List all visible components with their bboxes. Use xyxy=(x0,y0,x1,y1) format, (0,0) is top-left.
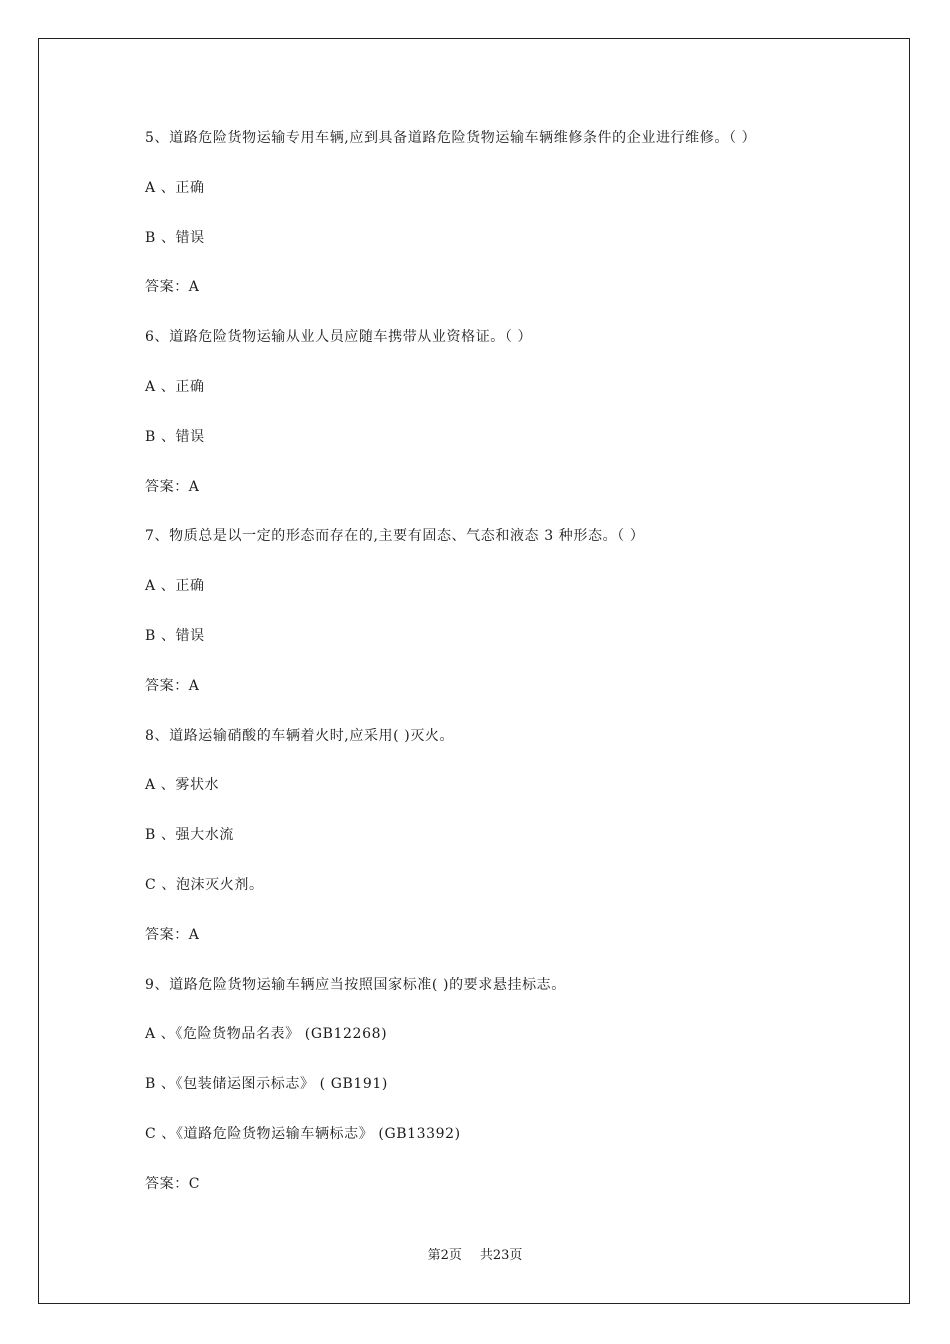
option-b: B 、错误 xyxy=(145,627,205,644)
option-c: C 、泡沫灭火剂。 xyxy=(145,876,264,893)
question-9 xyxy=(145,971,865,1220)
question-text: 8、道路运输硝酸的车辆着火时,应采用( )灭火。 xyxy=(145,727,455,744)
question-list xyxy=(145,124,865,1220)
option-c: C 、《道路危险货物运输车辆标志》 (GB13392) xyxy=(145,1125,461,1142)
question-text: 6、道路危险货物运输从业人员应随车携带从业资格证。（ ） xyxy=(145,329,533,346)
page-total: 共23页 xyxy=(479,1248,523,1263)
question-text: 5、道路危险货物运输专用车辆,应到具备道路危险货物运输车辆维修条件的企业进行维修。（ ） xyxy=(145,130,757,146)
answer: 答案：A xyxy=(145,677,200,694)
option-b: B 、错误 xyxy=(145,428,205,445)
option-b: B 、错误 xyxy=(145,229,205,246)
question-text: 7、物质总是以一定的形态而存在的,主要有固态、气态和液态 3 种形态。（ ） xyxy=(145,528,645,545)
question-6 xyxy=(145,323,865,522)
option-b: B 、《包装储运图示标志》 ( GB191) xyxy=(145,1076,388,1093)
question-5 xyxy=(145,124,865,323)
answer: 答案：A xyxy=(145,926,200,943)
option-a: A 、正确 xyxy=(145,578,205,595)
answer: 答案：A xyxy=(145,478,200,495)
question-8 xyxy=(145,722,865,971)
option-a: A 、正确 xyxy=(145,179,205,196)
option-a: A 、雾状水 xyxy=(145,777,220,794)
option-b: B 、强大水流 xyxy=(145,827,234,844)
option-a: A 、正确 xyxy=(145,378,205,395)
option-a: A 、《危险货物品名表》 (GB12268) xyxy=(145,1026,388,1043)
question-7 xyxy=(145,522,865,721)
page-number: 第2页 xyxy=(427,1248,462,1263)
question-text: 9、道路危险货物运输车辆应当按照国家标准( )的要求悬挂标志。 xyxy=(145,976,566,993)
answer: 答案：C xyxy=(145,1175,201,1192)
answer: 答案：A xyxy=(145,279,200,296)
page-footer xyxy=(0,1246,950,1266)
